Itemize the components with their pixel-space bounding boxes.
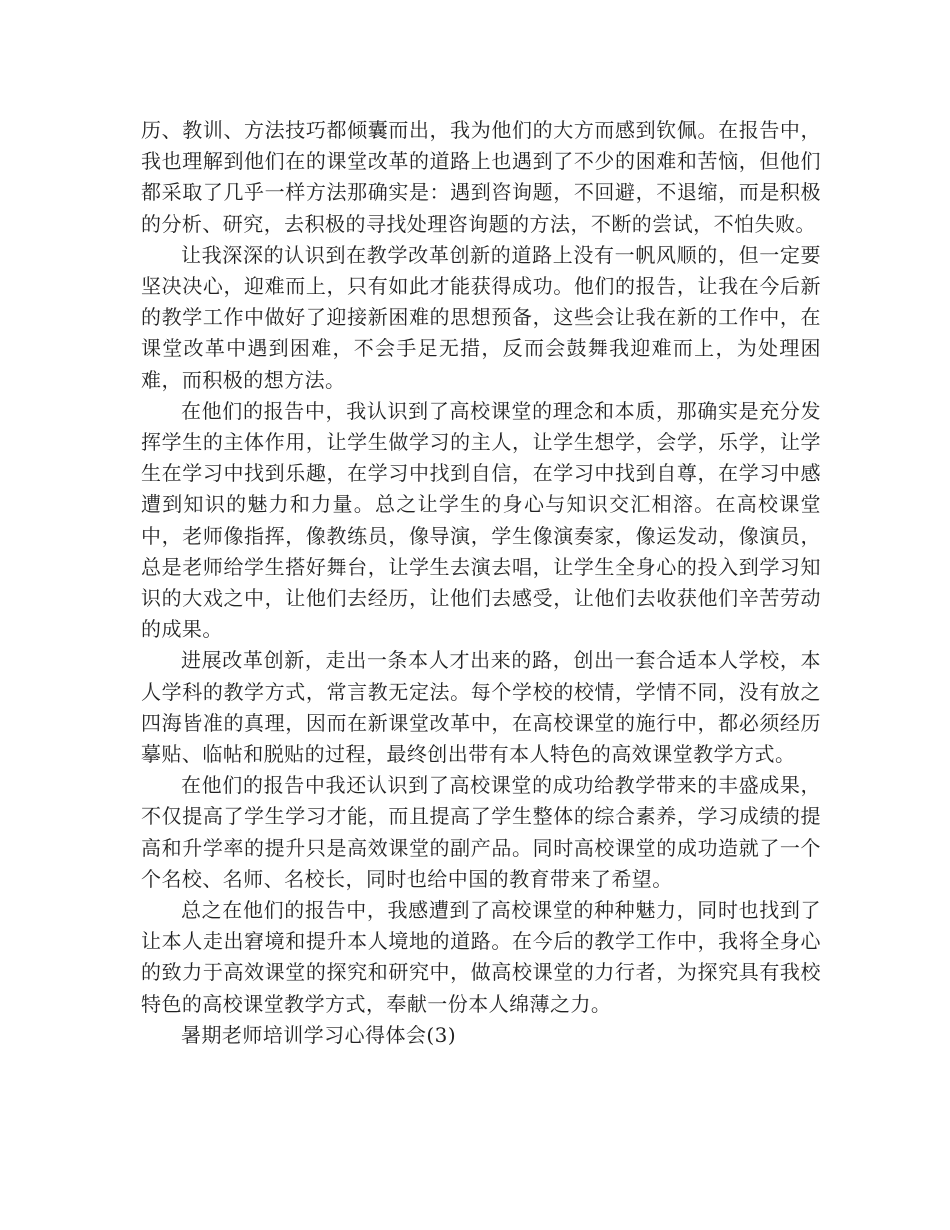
paragraph-continuation: 历、教训、方法技巧都倾囊而出，我为他们的大方而感到钦佩。在报告中，我也理解到他们在的课堂改革的道路上也遇到了不少的困难和苦恼，但他们都采取了几乎一样方法那确实是：遇到咨询题，不回避，不退缩，而是积极的分析、研究，去积极的寻找处理咨询题的方法，不断的尝试，不怕失败。 <box>141 118 821 236</box>
document-body <box>141 115 821 1051</box>
paragraph: 让我深深的认识到在教学改革创新的道路上没有一帆风顺的，但一定要坚决决心，迎难而上，只有如此才能获得成功。他们的报告，让我在今后新的教学工作中做好了迎接新困难的思想预备，这些会让我在新的工作中，在课堂改革中遇到困难，不会手足无措，反而会鼓舞我迎难而上，为处理困难，而积极的想方法。 <box>141 242 821 392</box>
paragraph: 在他们的报告中，我认识到了高校课堂的理念和本质，那确实是充分发挥学生的主体作用，让学生做学习的主人，让学生想学，会学，乐学，让学生在学习中找到乐趣，在学习中找到自信，在学习中找到自尊，在学习中感遭到知识的魅力和力量。总之让学生的身心与知识交汇相溶。在高校课堂中，老师像指挥，像教练员，像导演，学生像演奏家，像运发动，像演员，总是老师给学生搭好舞台，让学生去演去唱，让学生全身心的投入到学习知识的大戏之中，让他们去经历，让他们去感受，让他们去收获他们辛苦劳动的成果。 <box>141 398 821 642</box>
paragraph: 总之在他们的报告中，我感遭到了高校课堂的种种魅力，同时也找到了让本人走出窘境和提升本人境地的道路。在今后的教学工作中，我将全身心的致力于高效课堂的探究和研究中，做高校课堂的力行者，为探究具有我校特色的高校课堂教学方式，奉献一份本人绵薄之力。 <box>141 898 821 1016</box>
paragraph: 进展改革创新，走出一条本人才出来的路，创出一套合适本人学校，本人学科的教学方式，常言教无定法。每个学校的校情，学情不同，没有放之四海皆准的真理，因而在新课堂改革中，在高校课堂的施行中，都必须经历摹贴、临帖和脱贴的过程，最终创出带有本人特色的高效课堂教学方式。 <box>141 648 821 767</box>
section-heading: 暑期老师培训学习心得体会(3) <box>181 1022 457 1047</box>
paragraph: 在他们的报告中我还认识到了高校课堂的成功给教学带来的丰盛成果，不仅提高了学生学习才能，而且提高了学生整体的综合素养，学习成绩的提高和升学率的提升只是高效课堂的副产品。同时高校课堂的成功造就了一个个名校、名师、名校长，同时也给中国的教育带来了希望。 <box>141 773 821 891</box>
